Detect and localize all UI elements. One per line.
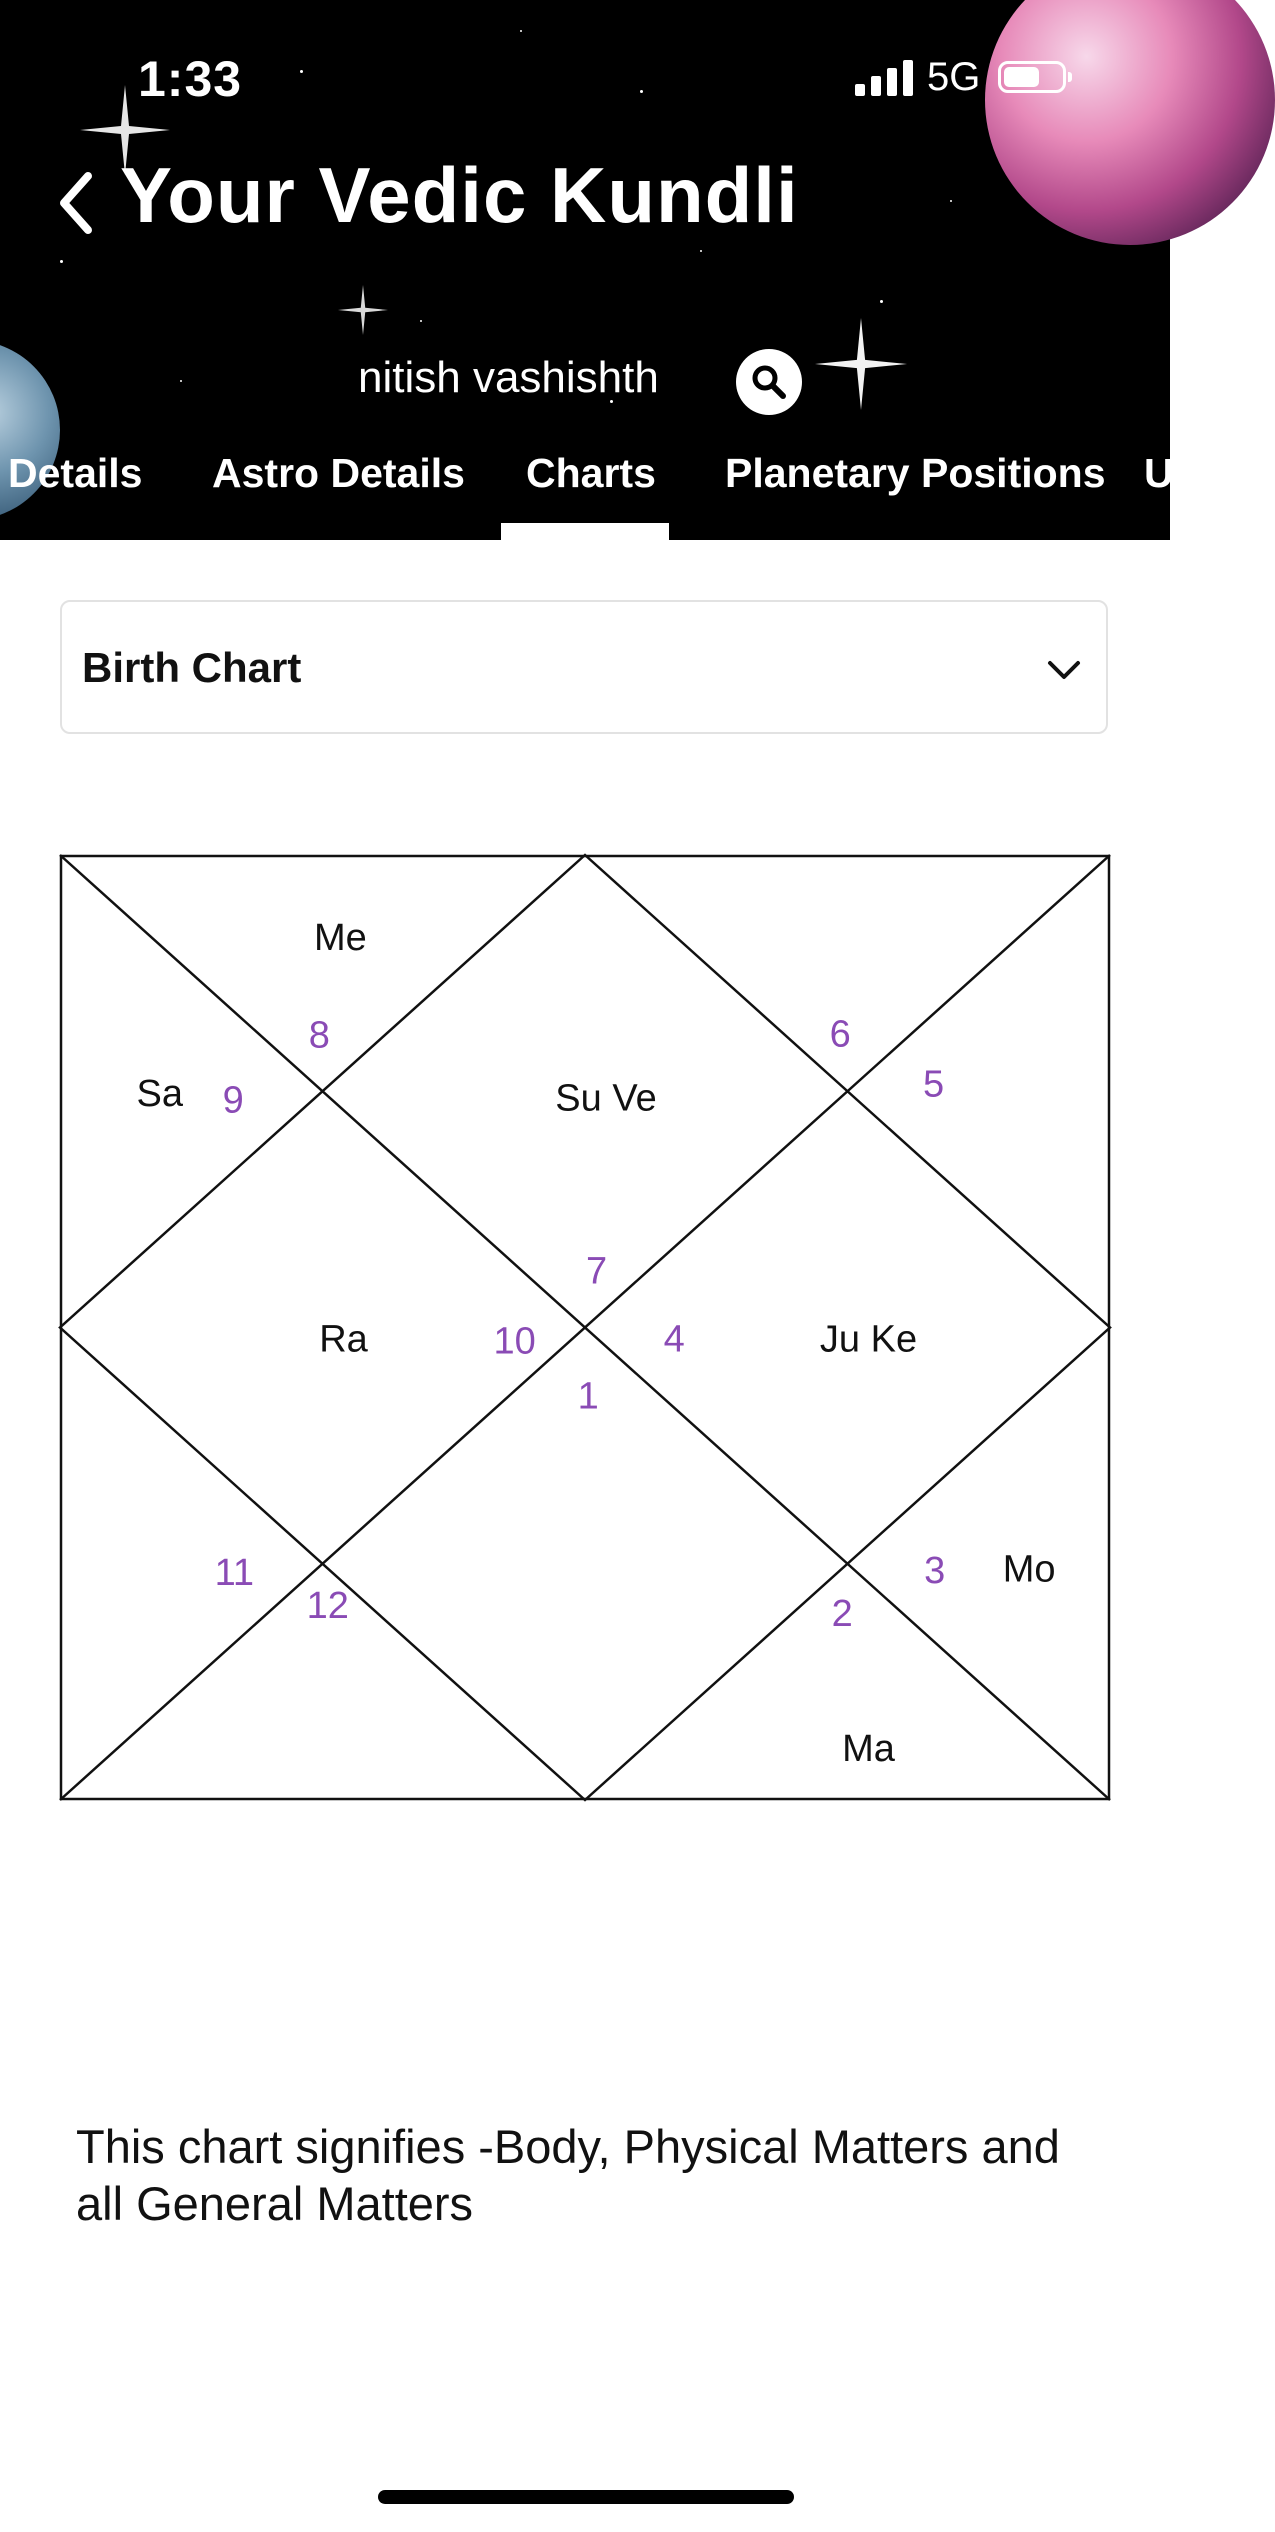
house-number: 10 — [493, 1320, 536, 1363]
star-decoration — [520, 30, 522, 32]
network-type: 5G — [927, 54, 981, 99]
status-time: 1:33 — [138, 51, 243, 107]
house-number: 3 — [924, 1550, 946, 1593]
search-button[interactable] — [736, 349, 802, 415]
planet-decoration — [985, 0, 1275, 245]
tab-partial[interactable]: U — [1144, 450, 1174, 496]
cellular-signal-icon — [855, 58, 913, 96]
house-number: 5 — [923, 1063, 945, 1106]
house-number: 12 — [306, 1585, 349, 1628]
house-planets: Su Ve — [555, 1077, 657, 1120]
house-number: 7 — [585, 1250, 608, 1293]
house-planets: Sa — [136, 1073, 183, 1116]
back-chevron-icon[interactable] — [52, 168, 102, 238]
chart-description: This chart signifies -Body, Physical Matters and all General Matters — [76, 2120, 1060, 2230]
house-number: 1 — [577, 1375, 599, 1418]
search-icon — [749, 362, 789, 402]
header — [0, 0, 1174, 540]
star-decoration — [300, 70, 303, 73]
house-planets: Me — [313, 917, 367, 960]
house-number: 9 — [222, 1079, 244, 1122]
star-decoration — [180, 380, 182, 382]
chevron-down-icon — [1044, 650, 1084, 690]
house-planets: Mo — [1002, 1548, 1056, 1591]
house-number: 4 — [663, 1318, 685, 1361]
user-name: nitish vashishth — [358, 353, 659, 402]
tab-charts[interactable]: Charts — [526, 450, 656, 496]
house-planets: Ra — [319, 1318, 368, 1361]
house-number: 11 — [214, 1552, 255, 1595]
house-number: 8 — [308, 1014, 330, 1057]
star-decoration — [950, 200, 952, 202]
home-indicator — [378, 2490, 794, 2504]
page-title: Your Vedic Kundli — [120, 151, 799, 239]
star-decoration — [420, 320, 422, 322]
selected-tab-indicator — [501, 523, 669, 540]
house-planets: Ma — [842, 1727, 895, 1770]
sparkle-decoration — [338, 285, 388, 335]
house-number: 2 — [831, 1592, 853, 1635]
house-number: 6 — [829, 1013, 851, 1056]
kundli-chart — [60, 855, 1110, 1800]
star-decoration — [640, 90, 643, 93]
tab-astro-details[interactable]: Astro Details — [212, 450, 465, 496]
battery-icon — [998, 61, 1066, 93]
star-decoration — [880, 300, 883, 303]
chart-type-selected: Birth Chart — [82, 644, 302, 691]
house-planets: Ju Ke — [819, 1318, 918, 1361]
star-decoration — [700, 250, 702, 252]
star-decoration — [60, 260, 63, 263]
status-icons — [855, 52, 1066, 102]
chart-type-dropdown[interactable] — [60, 600, 1108, 734]
sparkle-decoration — [815, 318, 907, 410]
tab-details[interactable]: Details — [8, 450, 143, 496]
tab-planetary-positions[interactable]: Planetary Positions — [725, 450, 1106, 496]
